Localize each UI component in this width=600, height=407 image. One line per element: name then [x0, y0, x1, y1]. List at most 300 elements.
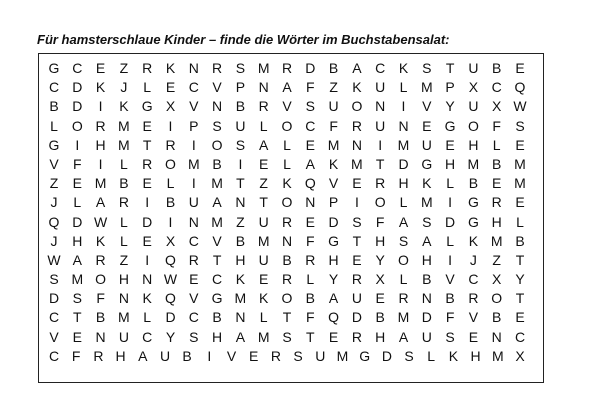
grid-letter[interactable]: B: [182, 347, 192, 364]
grid-letter[interactable]: D: [165, 309, 176, 326]
grid-letter[interactable]: M: [118, 117, 130, 134]
grid-letter[interactable]: L: [399, 194, 408, 211]
grid-letter[interactable]: S: [445, 328, 455, 345]
grid-letter[interactable]: E: [352, 175, 362, 192]
grid-letter[interactable]: S: [422, 60, 432, 76]
grid-letter[interactable]: H: [235, 251, 246, 268]
grid-letter[interactable]: L: [306, 271, 315, 288]
grid-letter[interactable]: B: [235, 232, 246, 249]
grid-letter[interactable]: I: [401, 98, 406, 115]
grid-letter[interactable]: E: [445, 136, 455, 153]
grid-letter[interactable]: L: [446, 232, 454, 249]
grid-letter[interactable]: S: [293, 347, 303, 364]
grid-letter[interactable]: S: [352, 213, 362, 230]
grid-letter[interactable]: M: [118, 136, 130, 153]
grid-letter[interactable]: O: [281, 290, 293, 307]
grid-letter[interactable]: K: [282, 175, 292, 192]
grid-letter[interactable]: A: [138, 347, 148, 364]
grid-letter[interactable]: M: [211, 213, 223, 230]
grid-letter[interactable]: E: [249, 347, 259, 364]
grid-letter[interactable]: A: [95, 194, 106, 211]
grid-letter[interactable]: F: [71, 347, 81, 364]
grid-letter[interactable]: L: [427, 347, 436, 364]
grid-letter[interactable]: H: [468, 136, 479, 153]
grid-letter[interactable]: U: [315, 347, 326, 364]
grid-letter[interactable]: E: [259, 155, 269, 172]
grid-letter[interactable]: K: [422, 175, 432, 192]
grid-letter[interactable]: Y: [165, 328, 176, 345]
grid-letter[interactable]: U: [468, 60, 479, 76]
grid-letter[interactable]: E: [422, 117, 432, 134]
grid-letter[interactable]: A: [398, 213, 409, 230]
grid-letter[interactable]: M: [351, 155, 363, 172]
grid-letter[interactable]: E: [142, 117, 152, 134]
grid-letter[interactable]: B: [492, 155, 502, 172]
grid-letter[interactable]: D: [398, 155, 409, 172]
grid-letter[interactable]: N: [305, 194, 316, 211]
grid-letter[interactable]: M: [234, 290, 247, 307]
grid-letter[interactable]: C: [188, 79, 199, 96]
grid-letter[interactable]: W: [47, 251, 61, 268]
grid-letter[interactable]: E: [165, 79, 176, 96]
grid-letter[interactable]: Y: [375, 251, 385, 268]
grid-letter[interactable]: M: [257, 232, 270, 249]
grid-letter[interactable]: J: [50, 194, 58, 211]
grid-letter[interactable]: X: [492, 271, 502, 288]
grid-letter[interactable]: G: [444, 117, 456, 134]
grid-letter[interactable]: U: [188, 194, 199, 211]
grid-letter[interactable]: J: [469, 251, 477, 268]
grid-letter[interactable]: M: [94, 175, 107, 192]
grid-letter[interactable]: N: [375, 98, 386, 115]
grid-letter[interactable]: B: [375, 309, 385, 326]
grid-letter[interactable]: S: [398, 232, 409, 249]
grid-letter[interactable]: X: [165, 98, 176, 115]
grid-letter[interactable]: T: [515, 290, 525, 307]
grid-letter[interactable]: N: [142, 271, 153, 288]
grid-letter[interactable]: L: [283, 155, 291, 172]
grid-letter[interactable]: F: [96, 290, 105, 307]
grid-letter[interactable]: C: [142, 328, 153, 345]
grid-letter[interactable]: I: [238, 155, 243, 172]
grid-letter[interactable]: C: [491, 79, 502, 96]
grid-letter[interactable]: S: [404, 347, 414, 364]
grid-letter[interactable]: C: [468, 271, 479, 288]
grid-letter[interactable]: Y: [328, 271, 339, 288]
grid-letter[interactable]: E: [492, 175, 502, 192]
grid-letter[interactable]: W: [163, 271, 178, 288]
grid-letter[interactable]: U: [468, 98, 479, 115]
grid-letter[interactable]: I: [191, 136, 196, 153]
grid-letter[interactable]: A: [398, 328, 409, 345]
grid-letter[interactable]: N: [235, 309, 246, 326]
grid-letter[interactable]: K: [352, 79, 362, 96]
grid-letter[interactable]: D: [305, 60, 316, 76]
grid-letter[interactable]: M: [211, 175, 223, 192]
grid-letter[interactable]: D: [142, 213, 153, 230]
grid-letter[interactable]: E: [72, 175, 82, 192]
grid-letter[interactable]: D: [72, 98, 83, 115]
grid-letter[interactable]: O: [165, 155, 176, 172]
grid-letter[interactable]: R: [375, 175, 386, 192]
grid-letter[interactable]: N: [281, 232, 293, 249]
grid-letter[interactable]: L: [73, 194, 82, 211]
grid-letter[interactable]: D: [72, 79, 83, 96]
grid-letter[interactable]: V: [226, 347, 237, 364]
grid-letter[interactable]: G: [467, 213, 479, 230]
grid-letter[interactable]: L: [399, 271, 408, 288]
grid-letter[interactable]: W: [513, 98, 527, 115]
grid-letter[interactable]: X: [492, 98, 502, 115]
grid-letter[interactable]: R: [95, 251, 106, 268]
grid-letter[interactable]: C: [72, 60, 83, 76]
grid-letter[interactable]: T: [259, 194, 268, 211]
grid-letter[interactable]: O: [491, 290, 503, 307]
grid-letter[interactable]: U: [235, 117, 246, 134]
grid-letter[interactable]: S: [212, 117, 222, 134]
grid-letter[interactable]: Q: [165, 251, 176, 268]
grid-letter[interactable]: L: [119, 232, 128, 249]
grid-letter[interactable]: Q: [304, 175, 316, 192]
grid-letter[interactable]: E: [515, 60, 525, 76]
grid-letter[interactable]: M: [327, 136, 340, 153]
grid-letter[interactable]: K: [95, 232, 106, 249]
grid-letter[interactable]: K: [398, 60, 409, 76]
grid-letter[interactable]: H: [375, 328, 386, 345]
grid-letter[interactable]: G: [141, 98, 153, 115]
grid-letter[interactable]: C: [188, 309, 199, 326]
grid-letter[interactable]: B: [468, 175, 479, 192]
grid-letter[interactable]: A: [259, 136, 269, 153]
grid-letter[interactable]: N: [95, 328, 106, 345]
grid-letter[interactable]: F: [306, 79, 315, 96]
grid-letter[interactable]: S: [49, 271, 59, 288]
grid-letter[interactable]: B: [492, 60, 502, 76]
grid-letter[interactable]: H: [398, 175, 409, 192]
grid-letter[interactable]: N: [421, 290, 432, 307]
grid-letter[interactable]: M: [514, 175, 526, 192]
grid-letter[interactable]: R: [281, 271, 293, 288]
grid-letter[interactable]: R: [118, 194, 129, 211]
grid-letter[interactable]: E: [142, 175, 152, 192]
grid-letter[interactable]: M: [490, 232, 503, 249]
grid-letter[interactable]: C: [212, 271, 223, 288]
grid-letter[interactable]: S: [422, 213, 432, 230]
grid-letter[interactable]: Z: [49, 175, 59, 192]
grid-letter[interactable]: T: [352, 232, 362, 249]
grid-letter[interactable]: M: [397, 136, 410, 153]
grid-letter[interactable]: R: [270, 347, 281, 364]
grid-letter[interactable]: Z: [119, 60, 129, 76]
grid-letter[interactable]: O: [211, 136, 223, 153]
grid-letter[interactable]: Y: [515, 271, 525, 288]
grid-letter[interactable]: N: [351, 136, 362, 153]
grid-letter[interactable]: V: [49, 328, 59, 345]
grid-letter[interactable]: B: [282, 251, 292, 268]
grid-letter[interactable]: N: [188, 60, 199, 76]
grid-letter[interactable]: B: [328, 60, 339, 76]
grid-letter[interactable]: P: [445, 79, 455, 96]
grid-letter[interactable]: U: [421, 328, 432, 345]
grid-letter[interactable]: A: [305, 155, 315, 172]
grid-letter[interactable]: B: [445, 290, 455, 307]
grid-letter[interactable]: T: [212, 251, 222, 268]
grid-letter[interactable]: D: [72, 213, 83, 230]
grid-letter[interactable]: G: [48, 136, 60, 153]
grid-letter[interactable]: L: [50, 117, 58, 134]
grid-letter[interactable]: Q: [514, 79, 526, 96]
grid-letter[interactable]: D: [328, 213, 339, 230]
grid-letter[interactable]: E: [515, 309, 525, 326]
grid-letter[interactable]: S: [235, 60, 246, 76]
grid-letter[interactable]: J: [50, 232, 58, 249]
grid-letter[interactable]: R: [142, 155, 153, 172]
grid-letter[interactable]: H: [491, 213, 502, 230]
grid-letter[interactable]: D: [421, 309, 432, 326]
grid-letter[interactable]: H: [118, 271, 129, 288]
grid-letter[interactable]: E: [305, 136, 315, 153]
grid-letter[interactable]: U: [351, 290, 362, 307]
grid-letter[interactable]: K: [468, 232, 479, 249]
grid-letter[interactable]: L: [259, 117, 268, 134]
grid-letter[interactable]: V: [468, 309, 479, 326]
grid-letter[interactable]: I: [448, 194, 453, 211]
grid-letter[interactable]: N: [258, 79, 269, 96]
grid-letter[interactable]: C: [48, 309, 60, 326]
grid-letter[interactable]: I: [168, 117, 173, 134]
grid-letter[interactable]: G: [211, 290, 223, 307]
grid-letter[interactable]: M: [336, 347, 349, 364]
grid-letter[interactable]: V: [422, 98, 432, 115]
grid-letter[interactable]: N: [235, 194, 246, 211]
grid-letter[interactable]: L: [492, 136, 501, 153]
grid-letter[interactable]: O: [374, 194, 386, 211]
grid-letter[interactable]: E: [95, 60, 106, 76]
grid-letter[interactable]: M: [514, 155, 526, 172]
grid-letter[interactable]: R: [491, 194, 502, 211]
grid-letter[interactable]: O: [398, 251, 409, 268]
grid-letter[interactable]: D: [381, 347, 392, 364]
grid-letter[interactable]: V: [189, 290, 199, 307]
grid-letter[interactable]: V: [212, 79, 222, 96]
grid-letter[interactable]: A: [235, 328, 246, 345]
grid-letter[interactable]: B: [492, 309, 502, 326]
grid-letter[interactable]: H: [470, 347, 481, 364]
grid-letter[interactable]: V: [328, 175, 339, 192]
grid-letter[interactable]: S: [282, 328, 292, 345]
grid-letter[interactable]: E: [352, 251, 362, 268]
grid-letter[interactable]: H: [328, 251, 339, 268]
grid-letter[interactable]: M: [257, 328, 270, 345]
grid-letter[interactable]: F: [329, 117, 338, 134]
grid-letter[interactable]: U: [118, 328, 129, 345]
grid-letter[interactable]: B: [515, 232, 525, 249]
grid-letter[interactable]: E: [468, 328, 479, 345]
grid-letter[interactable]: F: [73, 155, 82, 172]
grid-letter[interactable]: X: [468, 79, 479, 96]
grid-letter[interactable]: C: [305, 117, 316, 134]
grid-letter[interactable]: S: [235, 136, 246, 153]
grid-letter[interactable]: X: [515, 347, 525, 364]
grid-letter[interactable]: G: [359, 347, 371, 364]
grid-letter[interactable]: H: [421, 251, 432, 268]
grid-letter[interactable]: F: [306, 232, 315, 249]
grid-letter[interactable]: E: [515, 194, 525, 211]
grid-letter[interactable]: O: [281, 117, 293, 134]
grid-letter[interactable]: H: [115, 347, 126, 364]
grid-letter[interactable]: R: [165, 136, 176, 153]
grid-letter[interactable]: H: [72, 232, 83, 249]
grid-letter[interactable]: H: [375, 232, 386, 249]
grid-letter[interactable]: O: [71, 117, 83, 134]
grid-letter[interactable]: E: [515, 136, 525, 153]
grid-letter[interactable]: C: [48, 347, 60, 364]
grid-letter[interactable]: K: [95, 79, 106, 96]
grid-letter[interactable]: P: [328, 194, 339, 211]
grid-letter[interactable]: R: [351, 117, 362, 134]
grid-letter[interactable]: G: [328, 232, 340, 249]
grid-letter[interactable]: K: [259, 290, 269, 307]
grid-letter[interactable]: T: [142, 136, 152, 153]
grid-letter[interactable]: N: [212, 98, 223, 115]
grid-letter[interactable]: Z: [329, 79, 338, 96]
grid-letter[interactable]: V: [189, 98, 199, 115]
grid-letter[interactable]: I: [98, 155, 103, 172]
grid-letter[interactable]: U: [375, 117, 386, 134]
grid-letter[interactable]: M: [257, 60, 270, 76]
grid-letter[interactable]: S: [515, 117, 525, 134]
grid-letter[interactable]: N: [398, 117, 409, 134]
grid-letter[interactable]: Z: [492, 251, 501, 268]
grid-letter[interactable]: O: [95, 271, 107, 288]
grid-letter[interactable]: B: [422, 271, 432, 288]
grid-letter[interactable]: S: [189, 328, 199, 345]
grid-letter[interactable]: C: [514, 328, 526, 345]
grid-letter[interactable]: T: [236, 175, 245, 192]
grid-letter[interactable]: D: [351, 309, 362, 326]
grid-letter[interactable]: O: [281, 194, 293, 211]
grid-letter[interactable]: I: [75, 136, 80, 153]
grid-letter[interactable]: P: [235, 79, 246, 96]
grid-letter[interactable]: K: [235, 271, 246, 288]
grid-letter[interactable]: B: [212, 309, 222, 326]
grid-letter[interactable]: G: [467, 194, 479, 211]
grid-letter[interactable]: Z: [259, 175, 268, 192]
grid-letter[interactable]: H: [212, 328, 223, 345]
grid-letter[interactable]: M: [467, 155, 480, 172]
grid-letter[interactable]: R: [398, 290, 409, 307]
grid-letter[interactable]: Q: [328, 309, 340, 326]
grid-letter[interactable]: S: [72, 290, 82, 307]
grid-letter[interactable]: L: [143, 79, 152, 96]
grid-letter[interactable]: L: [143, 309, 152, 326]
grid-letter[interactable]: I: [378, 136, 383, 153]
grid-letter[interactable]: M: [71, 271, 84, 288]
grid-letter[interactable]: E: [259, 271, 269, 288]
grid-letter[interactable]: V: [445, 271, 455, 288]
grid-letter[interactable]: R: [142, 60, 153, 76]
grid-letter[interactable]: N: [118, 290, 129, 307]
grid-letter[interactable]: X: [375, 271, 385, 288]
grid-letter[interactable]: L: [119, 213, 128, 230]
grid-letter[interactable]: C: [48, 79, 60, 96]
grid-letter[interactable]: L: [166, 175, 175, 192]
grid-letter[interactable]: H: [445, 155, 456, 172]
grid-letter[interactable]: A: [282, 79, 292, 96]
grid-letter[interactable]: B: [165, 194, 176, 211]
grid-letter[interactable]: C: [375, 60, 386, 76]
grid-letter[interactable]: V: [49, 155, 59, 172]
grid-letter[interactable]: A: [212, 194, 222, 211]
grid-letter[interactable]: T: [73, 309, 82, 326]
grid-letter[interactable]: R: [468, 290, 479, 307]
grid-letter[interactable]: T: [306, 328, 315, 345]
grid-letter[interactable]: T: [282, 309, 292, 326]
grid-letter[interactable]: B: [305, 290, 315, 307]
grid-letter[interactable]: T: [515, 251, 525, 268]
grid-letter[interactable]: Z: [119, 251, 129, 268]
grid-letter[interactable]: R: [281, 60, 293, 76]
grid-letter[interactable]: I: [448, 251, 453, 268]
grid-letter[interactable]: I: [145, 251, 150, 268]
grid-letter[interactable]: V: [282, 98, 292, 115]
grid-letter[interactable]: A: [328, 290, 339, 307]
grid-letter[interactable]: U: [328, 98, 339, 115]
grid-letter[interactable]: K: [142, 290, 152, 307]
grid-letter[interactable]: I: [354, 194, 359, 211]
grid-letter[interactable]: O: [467, 117, 479, 134]
grid-letter[interactable]: K: [119, 98, 129, 115]
grid-letter[interactable]: R: [258, 98, 269, 115]
grid-letter[interactable]: I: [145, 194, 150, 211]
grid-letter[interactable]: M: [118, 309, 130, 326]
grid-letter[interactable]: A: [422, 232, 432, 249]
grid-letter[interactable]: U: [159, 347, 171, 364]
grid-letter[interactable]: E: [72, 328, 82, 345]
grid-letter[interactable]: E: [328, 328, 339, 345]
grid-letter[interactable]: I: [207, 347, 212, 364]
grid-letter[interactable]: L: [283, 136, 291, 153]
grid-letter[interactable]: K: [328, 155, 339, 172]
grid-letter[interactable]: E: [305, 213, 315, 230]
grid-letter[interactable]: K: [165, 60, 176, 76]
grid-letter[interactable]: N: [188, 213, 199, 230]
grid-letter[interactable]: R: [93, 347, 104, 364]
grid-letter[interactable]: L: [399, 79, 408, 96]
grid-letter[interactable]: L: [446, 175, 454, 192]
grid-letter[interactable]: Q: [165, 290, 176, 307]
grid-letter[interactable]: H: [95, 136, 106, 153]
grid-letter[interactable]: F: [375, 213, 385, 230]
grid-letter[interactable]: C: [188, 232, 199, 249]
grid-letter[interactable]: A: [352, 60, 362, 76]
grid-letter[interactable]: I: [191, 175, 196, 192]
grid-letter[interactable]: R: [351, 328, 362, 345]
grid-letter[interactable]: M: [397, 309, 410, 326]
grid-letter[interactable]: Q: [48, 213, 60, 230]
grid-letter[interactable]: R: [351, 271, 362, 288]
grid-letter[interactable]: L: [119, 155, 128, 172]
grid-letter[interactable]: M: [420, 194, 433, 211]
grid-letter[interactable]: B: [119, 175, 129, 192]
grid-letter[interactable]: Z: [236, 213, 245, 230]
grid-letter[interactable]: R: [305, 251, 316, 268]
grid-letter[interactable]: F: [492, 117, 501, 134]
grid-letter[interactable]: G: [421, 155, 433, 172]
grid-letter[interactable]: S: [305, 98, 315, 115]
grid-letter[interactable]: R: [212, 60, 223, 76]
grid-letter[interactable]: R: [281, 213, 293, 230]
